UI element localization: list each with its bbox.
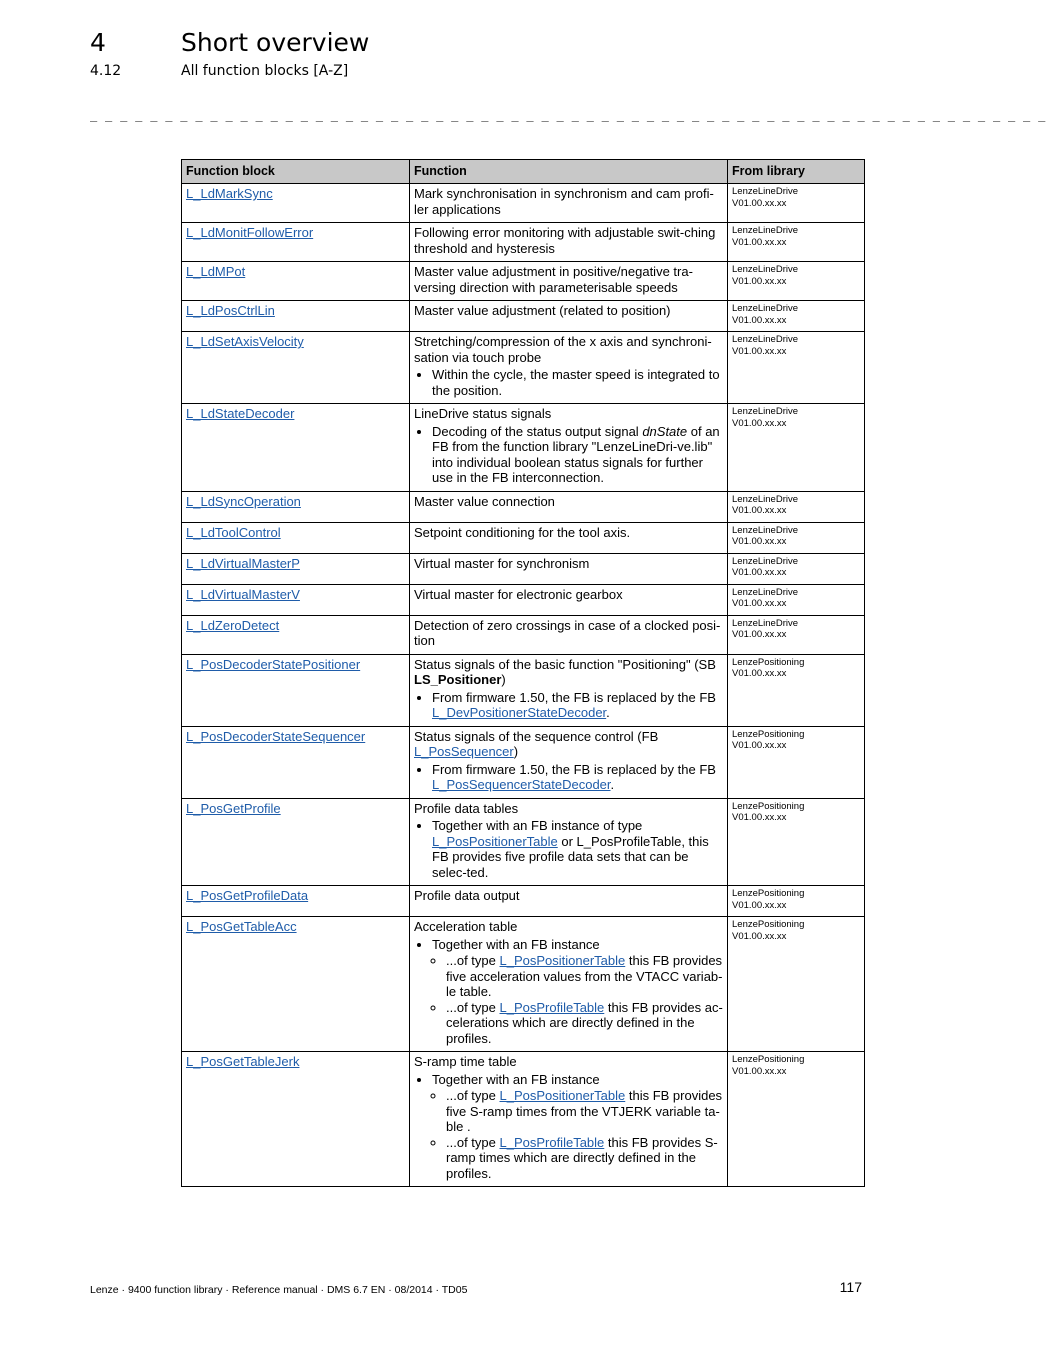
function-text: Virtual master for electronic gearbox xyxy=(414,586,623,602)
bullet-list xyxy=(414,367,723,398)
bullet-text: ...of type xyxy=(446,1088,500,1103)
library-name: LenzePositioning xyxy=(732,888,805,899)
function-text: Status signals of the basic function "Positioning" (SB xyxy=(414,656,716,672)
function-cell xyxy=(410,654,728,726)
library-version: V01.00.xx.xx xyxy=(732,536,787,547)
function-cell xyxy=(410,886,728,917)
bullet-text: Together with an FB instance of type xyxy=(432,818,643,833)
system-block-name: LS_Positioner xyxy=(414,672,502,687)
function-cell xyxy=(410,332,728,404)
function-text: S-ramp time table xyxy=(414,1054,517,1069)
function-cell xyxy=(410,491,728,522)
library-name: LenzeLineDrive xyxy=(732,406,799,417)
library-cell xyxy=(728,886,865,917)
block-link[interactable]: L_PosGetProfile xyxy=(186,800,281,816)
function-cell xyxy=(410,301,728,332)
block-cell xyxy=(182,184,410,223)
library-name: LenzeLineDrive xyxy=(732,524,799,536)
block-cell xyxy=(182,491,410,522)
library-cell xyxy=(728,404,865,492)
table-row xyxy=(182,1052,865,1187)
function-text: Status signals of the sequence control (FB xyxy=(414,728,659,744)
section-title: All function blocks [A-Z] xyxy=(181,63,349,79)
bullet-item xyxy=(432,762,723,793)
table-row xyxy=(182,184,865,223)
function-cell xyxy=(410,798,728,886)
function-text: Profile data tables xyxy=(414,800,519,816)
bullet-text: ...of type xyxy=(446,1134,500,1150)
library-cell xyxy=(728,654,865,726)
library-version: V01.00.xx.xx xyxy=(732,275,787,287)
bullet-list xyxy=(414,762,723,793)
library-cell xyxy=(728,522,865,553)
column-header-library: From library xyxy=(728,160,865,184)
function-text: Setpoint conditioning for the tool axis. xyxy=(414,524,631,540)
bullet-text: this FB provides five acceleration values from the VTACC variab-le table. xyxy=(446,953,723,999)
block-cell xyxy=(182,332,410,404)
function-text: Master value adjustment (related to position) xyxy=(414,303,671,318)
function-cell xyxy=(410,726,728,798)
block-link[interactable]: L_LdToolControl xyxy=(186,524,281,540)
library-version: V01.00.xx.xx xyxy=(732,629,787,640)
block-link[interactable]: L_PosGetTableAcc xyxy=(186,919,297,934)
library-version: V01.00.xx.xx xyxy=(732,417,787,429)
chapter-title: Short overview xyxy=(181,28,370,57)
bullet-text: ...of type xyxy=(446,999,500,1015)
bullet-list xyxy=(414,818,723,880)
bullet-item xyxy=(432,937,723,1047)
inline-link[interactable]: L_PosPositionerTable xyxy=(432,833,558,849)
function-text: Master value adjustment in positive/negative tra-versing direction with parameterisable speeds xyxy=(414,264,693,295)
sub-bullet-list xyxy=(432,953,723,1046)
function-text: Master value connection xyxy=(414,493,555,509)
table-row xyxy=(182,491,865,522)
function-cell xyxy=(410,615,728,654)
library-cell xyxy=(728,332,865,404)
library-cell xyxy=(728,798,865,886)
block-link[interactable]: L_LdMonitFollowError xyxy=(186,225,314,240)
function-cell xyxy=(410,404,728,492)
library-cell xyxy=(728,184,865,223)
bullet-item xyxy=(432,1072,723,1182)
sub-bullet-list xyxy=(432,1088,723,1181)
function-cell xyxy=(410,262,728,301)
block-cell xyxy=(182,917,410,1052)
block-link[interactable]: L_PosDecoderStatePositioner xyxy=(186,656,361,672)
library-name: LenzeLineDrive xyxy=(732,225,799,236)
library-version: V01.00.xx.xx xyxy=(732,668,787,679)
bullet-text: Decoding of the status output signal xyxy=(432,423,643,439)
sub-bullet-item xyxy=(446,1000,723,1047)
library-cell xyxy=(728,726,865,798)
header-divider: _ _ _ _ _ _ _ _ _ _ _ _ _ _ _ _ _ _ _ _ _ _ _ _ _ _ _ _ _ _ _ _ _ _ _ _ _ _ _ _ _ _ _ _ _ _ _ _ _ _ _ _ _ _ _ _ _ _ _ _ _ _ _ _ xyxy=(90,108,1046,122)
footer-text: Lenze · 9400 function library · Reference manual · DMS 6.7 EN · 08/2014 · TD05 xyxy=(90,1284,468,1296)
table-row xyxy=(182,917,865,1052)
block-link[interactable]: L_LdMarkSync xyxy=(186,186,273,201)
library-version: V01.00.xx.xx xyxy=(732,505,787,516)
table-header-row xyxy=(182,160,865,184)
bullet-list xyxy=(414,690,723,721)
table-row xyxy=(182,726,865,798)
function-text: Mark synchronisation in synchronism and cam profi-ler applications xyxy=(414,186,714,217)
bullet-text: ...of type xyxy=(446,953,500,968)
function-block-table xyxy=(181,159,865,1187)
bullet-text: this FB provides S-ramp times which are directly defined in the profiles. xyxy=(446,1134,718,1181)
bullet-item xyxy=(432,424,723,486)
table-row xyxy=(182,654,865,726)
library-name: LenzeLineDrive xyxy=(732,493,799,505)
library-name: LenzeLineDrive xyxy=(732,586,799,598)
function-cell xyxy=(410,184,728,223)
library-name: LenzeLineDrive xyxy=(732,334,799,345)
block-cell xyxy=(182,301,410,332)
block-link[interactable]: L_LdStateDecoder xyxy=(186,406,295,421)
block-link[interactable]: L_PosGetProfileData xyxy=(186,888,309,903)
bullet-text: of an FB from the function library "LenzeLineDri-ve.lib" into individual boolean status signals for further use in the FB interconnection. xyxy=(432,423,720,485)
bullet-text: From firmware 1.50, the FB is replaced by the FB xyxy=(432,689,716,705)
bullet-text: . xyxy=(610,777,615,792)
table-row xyxy=(182,553,865,584)
table-row xyxy=(182,262,865,301)
library-name: LenzeLineDrive xyxy=(732,264,799,275)
bullet-list xyxy=(414,1072,723,1182)
function-text: Virtual master for synchronism xyxy=(414,555,590,571)
function-text: ) xyxy=(501,672,506,687)
library-name: LenzeLineDrive xyxy=(732,555,799,567)
library-version: V01.00.xx.xx xyxy=(732,899,787,911)
library-cell xyxy=(728,615,865,654)
column-header-block: Function block xyxy=(182,160,410,184)
library-name: LenzeLineDrive xyxy=(732,303,799,314)
function-text: Detection of zero crossings in case of a clocked posi-tion xyxy=(414,617,721,648)
inline-link[interactable]: L_PosPositionerTable xyxy=(499,1088,626,1103)
bullet-item xyxy=(432,818,723,880)
bullet-list xyxy=(414,424,723,486)
library-name: LenzePositioning xyxy=(732,656,805,668)
library-cell xyxy=(728,301,865,332)
library-name: LenzePositioning xyxy=(732,728,805,740)
block-cell xyxy=(182,1052,410,1187)
function-text: LineDrive status signals xyxy=(414,406,552,421)
library-version: V01.00.xx.xx xyxy=(732,812,787,823)
sub-bullet-item xyxy=(446,953,723,1000)
bullet-text: . xyxy=(606,705,610,720)
library-name: LenzePositioning xyxy=(732,800,805,812)
library-version: V01.00.xx.xx xyxy=(732,236,787,248)
block-link[interactable]: L_LdVirtualMasterP xyxy=(186,555,300,571)
library-cell xyxy=(728,1052,865,1187)
page-number: 117 xyxy=(839,1279,862,1295)
block-cell xyxy=(182,654,410,726)
block-cell xyxy=(182,584,410,615)
block-cell xyxy=(182,886,410,917)
table-row xyxy=(182,404,865,492)
bullet-text: or L_PosProfileTable, this FB provides five profile data sets that can be selec-ted. xyxy=(432,833,709,880)
library-cell xyxy=(728,917,865,1052)
library-version: V01.00.xx.xx xyxy=(732,197,787,209)
block-cell xyxy=(182,553,410,584)
library-name: LenzeLineDrive xyxy=(732,617,799,629)
block-cell xyxy=(182,262,410,301)
inline-link[interactable]: L_PosProfileTable xyxy=(499,1134,605,1150)
block-link[interactable]: L_LdZeroDetect xyxy=(186,617,280,633)
function-text: Stretching/compression of the x axis and synchroni-sation via touch probe xyxy=(414,334,712,365)
library-version: V01.00.xx.xx xyxy=(732,567,787,578)
table-row xyxy=(182,584,865,615)
library-cell xyxy=(728,223,865,262)
function-text: Following error monitoring with adjustable swit-ching threshold and hysteresis xyxy=(414,225,716,256)
inline-link[interactable]: L_PosProfileTable xyxy=(499,999,605,1015)
block-link[interactable]: L_PosGetTableJerk xyxy=(186,1054,300,1069)
sub-bullet-item xyxy=(446,1088,723,1135)
block-link[interactable]: L_LdSyncOperation xyxy=(186,493,301,509)
table-row xyxy=(182,798,865,886)
sub-bullet-item xyxy=(446,1135,723,1182)
table-row xyxy=(182,615,865,654)
signal-name: dnState xyxy=(642,423,688,439)
function-text: ) xyxy=(513,744,519,759)
inline-link[interactable]: L_PosPositionerTable xyxy=(499,953,626,968)
library-cell xyxy=(728,491,865,522)
column-header-function: Function xyxy=(410,160,728,184)
table-row xyxy=(182,522,865,553)
block-link[interactable]: L_LdVirtualMasterV xyxy=(186,586,300,602)
table-row xyxy=(182,301,865,332)
function-cell xyxy=(410,1052,728,1187)
block-link[interactable]: L_LdMPot xyxy=(186,264,246,279)
library-name: LenzePositioning xyxy=(732,1054,805,1065)
block-link[interactable]: L_LdSetAxisVelocity xyxy=(186,334,304,349)
bullet-item xyxy=(432,690,723,721)
block-link[interactable]: L_LdPosCtrlLin xyxy=(186,303,275,318)
function-cell xyxy=(410,522,728,553)
block-link[interactable]: L_PosDecoderStateSequencer xyxy=(186,728,366,744)
function-text: Acceleration table xyxy=(414,919,518,934)
inline-link[interactable]: L_PosSequencer xyxy=(414,744,514,759)
library-version: V01.00.xx.xx xyxy=(732,930,787,942)
block-cell xyxy=(182,404,410,492)
table-row xyxy=(182,886,865,917)
library-cell xyxy=(728,553,865,584)
function-cell xyxy=(410,553,728,584)
bullet-text: this FB provides ac-celerations which are directly defined in the profiles. xyxy=(446,999,723,1046)
block-cell xyxy=(182,522,410,553)
bullet-text: Together with an FB instance xyxy=(432,1071,600,1087)
block-cell xyxy=(182,615,410,654)
library-cell xyxy=(728,584,865,615)
bullet-list xyxy=(414,937,723,1047)
block-cell xyxy=(182,798,410,886)
function-cell xyxy=(410,917,728,1052)
table-row xyxy=(182,332,865,404)
inline-link[interactable]: L_DevPositionerStateDecoder xyxy=(432,705,607,720)
library-cell xyxy=(728,262,865,301)
function-cell xyxy=(410,584,728,615)
block-cell xyxy=(182,726,410,798)
library-name: LenzeLineDrive xyxy=(732,186,799,197)
bullet-item: • Within the cycle, the master speed is integrated to the position. xyxy=(432,367,723,398)
library-version: V01.00.xx.xx xyxy=(732,1065,787,1077)
bullet-text: this FB provides five S-ramp times from the VTJERK variable ta-ble . xyxy=(446,1088,723,1134)
bullet-text: From firmware 1.50, the FB is replaced by the FB xyxy=(432,761,716,777)
function-cell xyxy=(410,223,728,262)
library-version: V01.00.xx.xx xyxy=(732,740,787,751)
block-cell xyxy=(182,223,410,262)
library-version: V01.00.xx.xx xyxy=(732,314,787,326)
section-number: 4.12 xyxy=(90,63,122,79)
library-name: LenzePositioning xyxy=(732,919,805,930)
bullet-text: Together with an FB instance xyxy=(432,936,600,952)
chapter-number: 4 xyxy=(90,28,106,57)
inline-link[interactable]: L_PosSequencerStateDecoder xyxy=(432,777,611,792)
table-row xyxy=(182,223,865,262)
library-version: V01.00.xx.xx xyxy=(732,598,787,609)
function-text: Profile data output xyxy=(414,888,520,903)
library-version: V01.00.xx.xx xyxy=(732,345,787,357)
